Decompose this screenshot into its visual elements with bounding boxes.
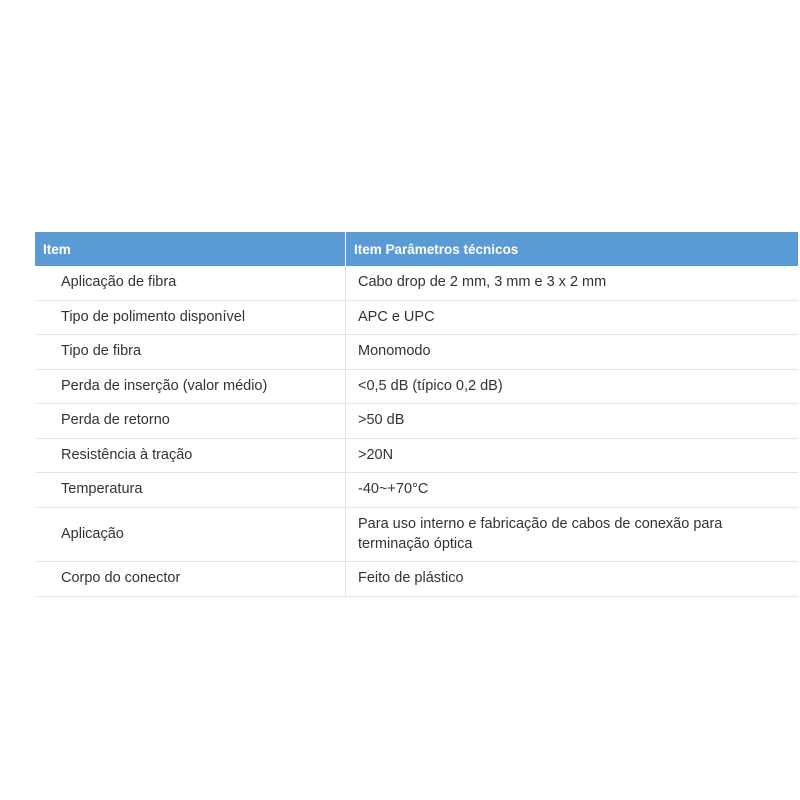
row-label-tensile-strength: Resistência à tração <box>35 438 346 473</box>
row-label-temperature: Temperatura <box>35 473 346 508</box>
row-value-application: Para uso interno e fabricação de cabos de conexão para terminação óptica <box>346 507 799 561</box>
table-body <box>35 266 798 596</box>
row-value-return-loss: >50 dB <box>346 404 799 439</box>
row-value-tensile-strength: >20N <box>346 438 799 473</box>
row-label-fiber-type: Tipo de fibra <box>35 335 346 370</box>
table-header <box>35 232 798 266</box>
table-header-row <box>35 232 798 266</box>
column-header-parameters: Item Parâmetros técnicos <box>346 232 799 266</box>
table-row <box>35 300 798 335</box>
row-value-fiber-type: Monomodo <box>346 335 799 370</box>
table-row <box>35 266 798 300</box>
row-label-application: Aplicação <box>35 507 346 561</box>
column-header-item: Item <box>35 232 346 266</box>
row-value-polishing-type: APC e UPC <box>346 300 799 335</box>
row-value-connector-body: Feito de plástico <box>346 562 799 597</box>
table-row <box>35 335 798 370</box>
table-row <box>35 438 798 473</box>
technical-specifications-table <box>35 232 798 597</box>
row-label-return-loss: Perda de retorno <box>35 404 346 439</box>
table-row <box>35 473 798 508</box>
table-row <box>35 507 798 561</box>
row-value-insertion-loss: <0,5 dB (típico 0,2 dB) <box>346 369 799 404</box>
spec-table-container <box>35 232 765 597</box>
row-label-insertion-loss: Perda de inserção (valor médio) <box>35 369 346 404</box>
row-label-polishing-type: Tipo de polimento disponível <box>35 300 346 335</box>
row-value-fiber-application: Cabo drop de 2 mm, 3 mm e 3 x 2 mm <box>346 266 799 300</box>
table-row <box>35 404 798 439</box>
table-row <box>35 562 798 597</box>
row-label-connector-body: Corpo do conector <box>35 562 346 597</box>
table-row <box>35 369 798 404</box>
row-label-fiber-application: Aplicação de fibra <box>35 266 346 300</box>
row-value-temperature: -40~+70°C <box>346 473 799 508</box>
